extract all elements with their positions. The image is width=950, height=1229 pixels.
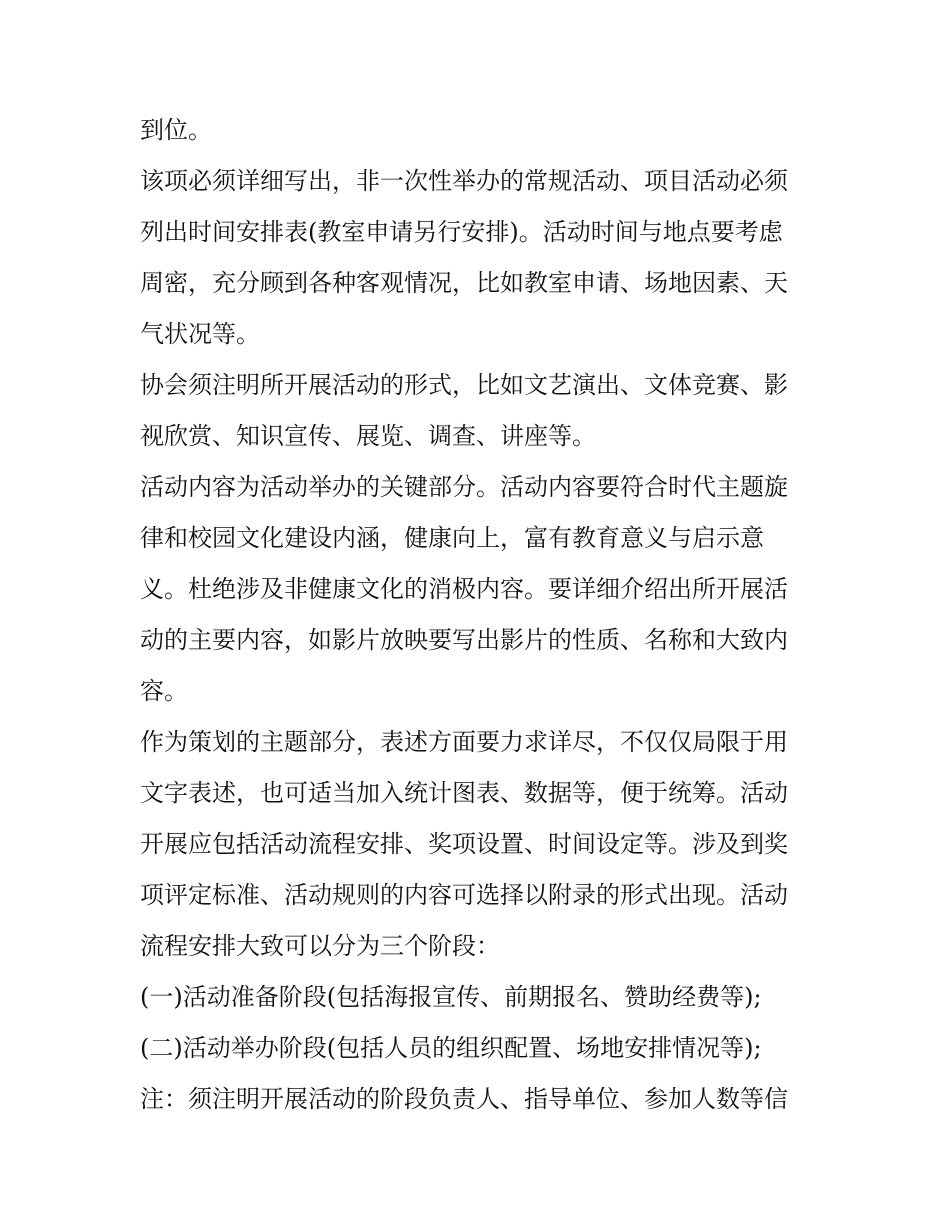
- text-line: 容。: [140, 677, 188, 705]
- text-line: 气状况等。: [140, 320, 260, 348]
- text-line: 协会须注明所开展活动的形式，比如文艺演出、文体竞赛、影: [140, 371, 788, 399]
- text-line: (一)活动准备阶段(包括海报宣传、前期报名、赞助经费等);: [140, 983, 762, 1011]
- text-line: 义。杜绝涉及非健康文化的消极内容。要详细介绍出所开展活: [140, 575, 788, 603]
- text-line: 律和校园文化建设内涵，健康向上，富有教育意义与启示意: [140, 524, 764, 552]
- text-line: 列出时间安排表(教室申请另行安排)。活动时间与地点要考虑: [140, 218, 783, 246]
- text-line: 注：须注明开展活动的阶段负责人、指导单位、参加人数等信: [140, 1085, 788, 1113]
- text-line: 该项必须详细写出，非一次性举办的常规活动、项目活动必须: [140, 167, 788, 195]
- text-line: 开展应包括活动流程安排、奖项设置、时间设定等。涉及到奖: [140, 830, 788, 858]
- text-line: 作为策划的主题部分，表述方面要力求详尽，不仅仅局限于用: [140, 728, 788, 756]
- text-line: 项评定标准、活动规则的内容可选择以附录的形式出现。活动: [140, 881, 788, 909]
- text-line: (二)活动举办阶段(包括人员的组织配置、场地安排情况等);: [140, 1034, 762, 1062]
- text-line: 活动内容为活动举办的关键部分。活动内容要符合时代主题旋: [140, 473, 788, 501]
- text-line: 文字表述，也可适当加入统计图表、数据等，便于统筹。活动: [140, 779, 788, 807]
- text-line: 周密，充分顾到各种客观情况，比如教室申请、场地因素、天: [140, 269, 788, 297]
- text-line: 视欣赏、知识宣传、展览、调查、讲座等。: [140, 422, 596, 450]
- text-line: 动的主要内容，如影片放映要写出影片的性质、名称和大致内: [140, 626, 788, 654]
- text-line: 到位。: [140, 116, 212, 144]
- text-line: 流程安排大致可以分为三个阶段：: [140, 932, 500, 960]
